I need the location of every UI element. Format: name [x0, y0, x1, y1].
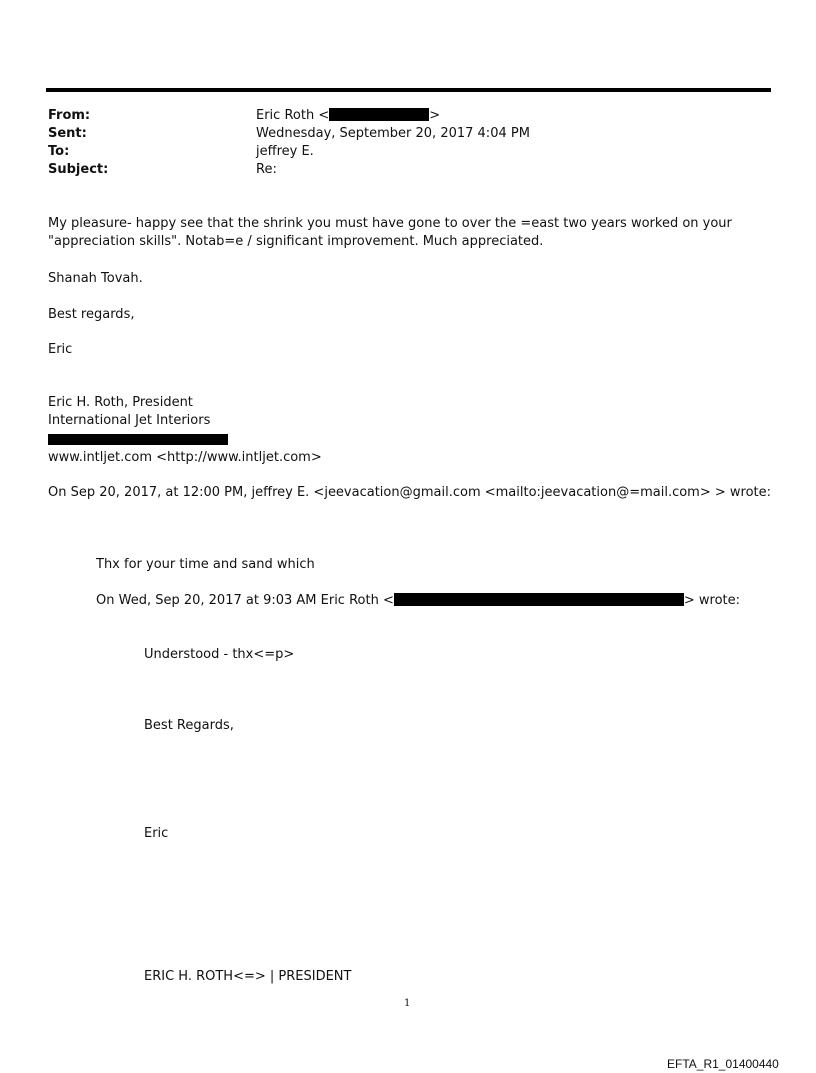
signature-company: International Jet Interiors [48, 413, 211, 428]
quoted-text: Thx for your time and sand which [96, 557, 315, 572]
sent-value: Wednesday, September 20, 2017 4:04 PM [256, 126, 530, 141]
signature-name-title: Eric H. Roth, President [48, 395, 193, 410]
sign-name: Eric [48, 342, 73, 357]
redaction-bar [394, 593, 684, 606]
from-label: From: [48, 108, 91, 123]
subject-value: Re: [256, 162, 277, 177]
subject-label: Subject: [48, 162, 109, 177]
sent-label: Sent: [48, 126, 87, 141]
quoted-best-regards: Best Regards, [144, 718, 234, 733]
redaction-bar [48, 434, 228, 445]
greeting: Shanah Tovah. [48, 271, 143, 286]
quoted-attribution-prefix: On Wed, Sep 20, 2017 at 9:03 AM Eric Roth < [96, 593, 394, 608]
redaction-bar [329, 108, 429, 121]
quoted-attribution: On Sep 20, 2017, at 12:00 PM, jeffrey E. <jeevacation@gmail.com <mailto:jeevacation@=mail.com> > wrote: [48, 485, 772, 500]
from-name: Eric Roth < [256, 108, 330, 123]
from-value [256, 107, 440, 125]
quoted-attribution-2 [96, 592, 740, 610]
page-number: 1 [404, 998, 411, 1009]
quoted-understood: Understood - thx<=p> [144, 647, 295, 662]
message-paragraph: My pleasure- happy see that the shrink you must have gone to over the =east two years worked on your "appreciation skills". Notab=e / significant improvement. Much appreciated. [48, 216, 732, 249]
quoted-signature: ERIC H. ROTH<=> | PRESIDENT [144, 969, 352, 984]
to-value: jeffrey E. [256, 144, 314, 159]
quoted-name: Eric [144, 826, 169, 841]
document-id: EFTA_R1_01400440 [667, 1057, 779, 1071]
quoted-attribution-suffix: > wrote: [683, 593, 741, 608]
header-rule [46, 88, 771, 92]
to-label: To: [48, 144, 70, 159]
signature-website: www.intljet.com <http://www.intljet.com> [48, 450, 322, 465]
from-suffix: > [429, 108, 441, 123]
closing: Best regards, [48, 307, 135, 322]
